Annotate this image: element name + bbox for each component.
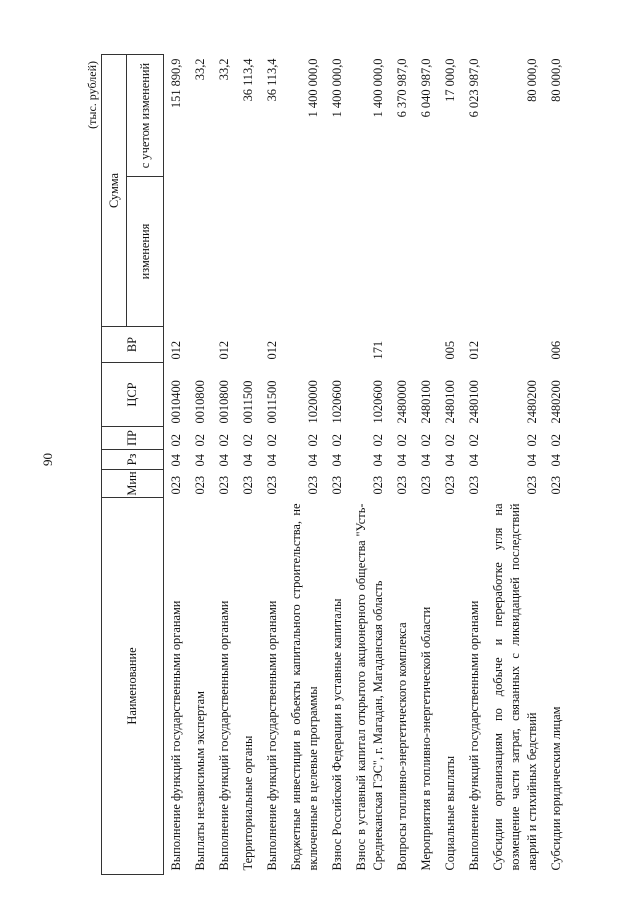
page-number: 90 bbox=[40, 453, 55, 466]
cell-change bbox=[414, 177, 438, 327]
cell-total: 1 400 000,0 bbox=[330, 58, 344, 118]
cell-pr: 02 bbox=[330, 434, 344, 447]
cell-vr bbox=[236, 327, 260, 363]
cell-name: Субсидии юридическим лицам bbox=[549, 706, 563, 871]
table-row bbox=[414, 55, 438, 875]
cell-vr bbox=[325, 327, 349, 363]
cell-name: Выполнение функций государственными органами bbox=[217, 600, 231, 871]
cell-change bbox=[438, 177, 462, 327]
cell-change bbox=[284, 177, 325, 327]
table-row bbox=[236, 55, 260, 875]
cell-min: 023 bbox=[330, 475, 344, 495]
cell-csr: 0010800 bbox=[217, 380, 231, 424]
cell-csr: 0011500 bbox=[241, 380, 255, 424]
cell-name: Социальные выплаты bbox=[443, 755, 457, 871]
cell-name: Выплаты независимым экспертам bbox=[193, 691, 207, 871]
cell-total: 33,2 bbox=[193, 58, 207, 81]
cell-min: 023 bbox=[241, 475, 255, 495]
header-csr: ЦСР bbox=[102, 363, 164, 427]
cell-change bbox=[325, 177, 349, 327]
cell-pr: 02 bbox=[193, 434, 207, 447]
cell-pr: 02 bbox=[306, 434, 320, 447]
cell-total: 36 113,4 bbox=[265, 58, 279, 102]
cell-pr: 02 bbox=[525, 434, 539, 447]
cell-total: 1 400 000,0 bbox=[306, 58, 320, 118]
cell-change bbox=[188, 177, 212, 327]
header-vr: ВР bbox=[102, 327, 164, 363]
cell-total: 36 113,4 bbox=[241, 58, 255, 102]
cell-min: 023 bbox=[395, 475, 409, 495]
cell-rz: 04 bbox=[217, 454, 231, 467]
cell-pr: 02 bbox=[217, 434, 231, 447]
cell-min: 023 bbox=[549, 475, 563, 495]
cell-vr bbox=[414, 327, 438, 363]
cell-pr: 02 bbox=[371, 434, 385, 447]
cell-min: 023 bbox=[443, 475, 457, 495]
cell-change bbox=[390, 177, 414, 327]
cell-csr: 2480200 bbox=[549, 380, 563, 424]
budget-table bbox=[101, 54, 568, 875]
cell-change bbox=[486, 177, 544, 327]
cell-change bbox=[260, 177, 284, 327]
cell-name: Выполнение функций государственными органами bbox=[265, 600, 279, 871]
units-label: (тыс. рублей) bbox=[85, 61, 99, 129]
cell-min: 023 bbox=[525, 475, 539, 495]
cell-name: Взнос Российской Федерации в уставные капиталы bbox=[330, 598, 344, 871]
cell-rz: 04 bbox=[443, 454, 457, 467]
cell-rz: 04 bbox=[330, 454, 344, 467]
cell-total: 17 000,0 bbox=[443, 58, 457, 102]
cell-csr: 2480100 bbox=[467, 380, 481, 424]
table-row bbox=[188, 55, 212, 875]
cell-rz: 04 bbox=[241, 454, 255, 467]
table-row bbox=[486, 55, 544, 875]
cell-csr: 1020000 bbox=[306, 380, 320, 424]
cell-name: Выполнение функций государственными органами bbox=[169, 600, 183, 871]
cell-change bbox=[236, 177, 260, 327]
cell-vr: 006 bbox=[549, 340, 563, 360]
cell-min: 023 bbox=[467, 475, 481, 495]
cell-min: 023 bbox=[169, 475, 183, 495]
cell-rz: 04 bbox=[306, 454, 320, 467]
cell-rz: 04 bbox=[549, 454, 563, 467]
table-row bbox=[164, 55, 189, 875]
cell-csr: 2480100 bbox=[419, 380, 433, 424]
cell-name: Выполнение функций государственными органами bbox=[467, 600, 481, 871]
cell-csr: 0011500 bbox=[265, 380, 279, 424]
table-row bbox=[325, 55, 349, 875]
cell-change bbox=[164, 177, 189, 327]
cell-vr: 171 bbox=[371, 340, 385, 360]
header-rz: Рз bbox=[102, 450, 164, 470]
cell-total: 6 040 987,0 bbox=[419, 58, 433, 118]
header-change: изменения bbox=[127, 177, 164, 327]
cell-total: 80 000,0 bbox=[549, 58, 563, 102]
table-row bbox=[260, 55, 284, 875]
cell-vr: 005 bbox=[443, 340, 457, 360]
cell-pr: 02 bbox=[549, 434, 563, 447]
cell-total: 151 890,9 bbox=[169, 58, 183, 109]
cell-rz: 04 bbox=[265, 454, 279, 467]
cell-rz: 04 bbox=[193, 454, 207, 467]
cell-rz: 04 bbox=[419, 454, 433, 467]
cell-min: 023 bbox=[193, 475, 207, 495]
cell-rz: 04 bbox=[371, 454, 385, 467]
cell-pr: 02 bbox=[169, 434, 183, 447]
cell-vr bbox=[486, 327, 544, 363]
cell-min: 023 bbox=[306, 475, 320, 495]
cell-vr bbox=[188, 327, 212, 363]
table-body bbox=[164, 55, 569, 875]
cell-min: 023 bbox=[371, 475, 385, 495]
cell-pr: 02 bbox=[443, 434, 457, 447]
cell-pr: 02 bbox=[265, 434, 279, 447]
cell-vr bbox=[390, 327, 414, 363]
cell-total: 6 370 987,0 bbox=[395, 58, 409, 118]
cell-rz: 04 bbox=[525, 454, 539, 467]
table-row bbox=[284, 55, 325, 875]
cell-pr: 02 bbox=[419, 434, 433, 447]
cell-csr: 0010800 bbox=[193, 380, 207, 424]
cell-min: 023 bbox=[217, 475, 231, 495]
cell-pr: 02 bbox=[467, 434, 481, 447]
table-row bbox=[438, 55, 462, 875]
cell-csr: 2480000 bbox=[395, 380, 409, 424]
table-row bbox=[544, 55, 568, 875]
cell-name: Мероприятия в топливно-энергетической области bbox=[419, 606, 433, 871]
cell-change bbox=[462, 177, 486, 327]
cell-vr: 012 bbox=[467, 340, 481, 360]
cell-min: 023 bbox=[265, 475, 279, 495]
rotated-table-container bbox=[85, 55, 595, 875]
cell-csr: 1020600 bbox=[330, 380, 344, 424]
header-sum: Сумма bbox=[102, 55, 127, 327]
header-min: Мин bbox=[102, 470, 164, 498]
cell-csr: 2480200 bbox=[525, 380, 539, 424]
header-with-change: с учетом изменений bbox=[127, 55, 164, 177]
header-name: Наименование bbox=[102, 498, 164, 875]
header-pr: ПР bbox=[102, 427, 164, 450]
cell-rz: 04 bbox=[467, 454, 481, 467]
cell-vr: 012 bbox=[217, 340, 231, 360]
cell-name: Взнос в уставный капитал открытого акционерного общества "Усть-Среднеканская ГЭС", г. Магадан, Магаданская область bbox=[354, 503, 385, 871]
cell-vr bbox=[284, 327, 325, 363]
cell-pr: 02 bbox=[241, 434, 255, 447]
cell-change bbox=[212, 177, 236, 327]
cell-total: 6 023 987,0 bbox=[467, 58, 481, 118]
cell-total: 80 000,0 bbox=[525, 58, 539, 102]
cell-csr: 0010400 bbox=[169, 380, 183, 424]
cell-pr: 02 bbox=[395, 434, 409, 447]
cell-name: Территориальные органы bbox=[241, 735, 255, 871]
table-row bbox=[212, 55, 236, 875]
cell-change bbox=[544, 177, 568, 327]
cell-name: Вопросы топливно-энергетического комплекса bbox=[395, 622, 409, 871]
cell-vr: 012 bbox=[265, 340, 279, 360]
table-row bbox=[390, 55, 414, 875]
table-row bbox=[349, 55, 390, 875]
cell-vr: 012 bbox=[169, 340, 183, 360]
cell-total: 33,2 bbox=[217, 58, 231, 81]
cell-rz: 04 bbox=[395, 454, 409, 467]
cell-rz: 04 bbox=[169, 454, 183, 467]
cell-name: Бюджетные инвестиции в объекты капитального строительства, не включенные в целевые программы bbox=[289, 503, 320, 871]
cell-min: 023 bbox=[419, 475, 433, 495]
cell-name: Субсидии организациям по добыче и переработке угля на возмещение части затрат, связанных с ликвидацией последствий аварий и стихийных бедствий bbox=[491, 503, 539, 871]
cell-csr: 2480100 bbox=[443, 380, 457, 424]
cell-csr: 1020600 bbox=[371, 380, 385, 424]
table-row bbox=[462, 55, 486, 875]
cell-change bbox=[349, 177, 390, 327]
cell-total: 1 400 000,0 bbox=[371, 58, 385, 118]
